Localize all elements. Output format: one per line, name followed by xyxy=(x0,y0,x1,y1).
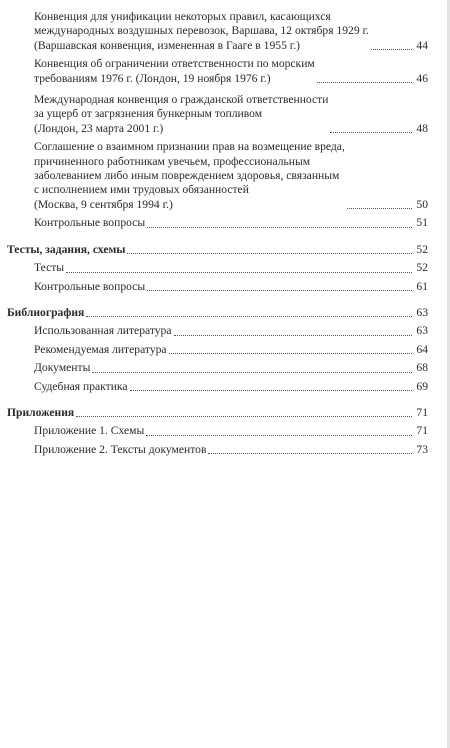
toc-section-heading xyxy=(7,306,428,320)
leader-dots xyxy=(86,315,412,317)
toc-entry xyxy=(34,140,428,212)
toc-entry xyxy=(34,280,428,294)
toc-entry xyxy=(34,343,428,357)
leader-dots xyxy=(66,271,412,273)
toc-entry xyxy=(34,261,428,275)
leader-dots xyxy=(76,415,412,417)
toc-entry xyxy=(34,424,428,438)
toc-entry-title: Использованная литература xyxy=(34,324,172,338)
toc-entry-title: Контрольные вопросы xyxy=(34,279,146,293)
toc-page-number: 69 xyxy=(416,379,428,393)
toc-entry xyxy=(34,443,428,457)
toc-page-number: 52 xyxy=(416,261,428,275)
toc-section-heading xyxy=(7,243,428,257)
toc-entry xyxy=(34,93,428,136)
leader-dots xyxy=(147,289,412,291)
toc-page-number: 50 xyxy=(416,197,428,211)
toc-page-number: 71 xyxy=(416,424,428,438)
leader-dots xyxy=(317,81,412,83)
toc-entry-title: Документы xyxy=(34,361,91,375)
leader-dots xyxy=(169,352,412,354)
toc-entry-title: Конвенция об ограничении ответственности по морским требованиям 1976 г. (Лондон, 19 ноября 1976 г.) xyxy=(34,57,315,85)
toc-page-number: 63 xyxy=(416,324,428,338)
leader-dots xyxy=(127,252,412,254)
toc-page-number: 48 xyxy=(416,121,428,135)
leader-dots xyxy=(347,207,412,209)
toc-page-number: 52 xyxy=(416,242,428,256)
toc-entry xyxy=(34,57,428,86)
toc-section-title: Приложения xyxy=(7,405,75,419)
toc-page-number: 64 xyxy=(416,342,428,356)
toc-section-heading xyxy=(7,406,428,420)
toc-entry-title: Контрольные вопросы xyxy=(34,216,146,230)
toc-page-number: 63 xyxy=(416,305,428,319)
toc-page-number: 73 xyxy=(416,442,428,456)
toc-page-number: 68 xyxy=(416,361,428,375)
toc-page-number: 51 xyxy=(416,216,428,230)
leader-dots xyxy=(330,131,412,133)
table-of-contents xyxy=(7,10,428,461)
toc-page-number: 46 xyxy=(416,71,428,85)
toc-entry-title: Судебная практика xyxy=(34,379,128,393)
toc-entry-title: Международная конвенция о гражданской ответственности за ущерб от загрязнения бункерным топливом (Лондон, 23 марта 2001 г.) xyxy=(34,93,329,135)
toc-entry-title: Приложение 2. Тексты документов xyxy=(34,442,207,456)
toc-page-number: 71 xyxy=(416,405,428,419)
toc-entry-title: Тесты xyxy=(34,261,65,275)
toc-entry xyxy=(34,216,428,230)
toc-section-title: Библиография xyxy=(7,305,85,319)
toc-page-number: 44 xyxy=(416,38,428,52)
toc-entry-title: Соглашение о взаимном признании прав на возмещение вреда, причиненного работникам увечьем, профессиональным заболеванием либо иным повреждением здоровья, связанным с исполнением ими трудовых обязанностей (Москва, 9 сентября 1994 г.) xyxy=(34,140,345,211)
toc-page-number: 61 xyxy=(416,279,428,293)
toc-entry xyxy=(34,361,428,375)
leader-dots xyxy=(92,371,412,373)
leader-dots xyxy=(146,434,412,436)
leader-dots xyxy=(174,334,413,336)
leader-dots xyxy=(147,226,412,228)
toc-entry xyxy=(34,324,428,338)
toc-entry-title: Конвенция для унификации некоторых правил, касающихся международных воздушных перевозок, Варшава, 12 октября 1929 г. (Варшавская конвенция, измененная в Гааге в 1955 г.) xyxy=(34,10,369,52)
toc-section-title: Тесты, задания, схемы xyxy=(7,242,126,256)
leader-dots xyxy=(371,48,412,50)
toc-entry xyxy=(34,10,428,53)
leader-dots xyxy=(208,452,412,454)
toc-entry xyxy=(34,380,428,394)
leader-dots xyxy=(130,389,412,391)
toc-entry-title: Рекомендуемая литература xyxy=(34,342,167,356)
toc-entry-title: Приложение 1. Схемы xyxy=(34,424,145,438)
